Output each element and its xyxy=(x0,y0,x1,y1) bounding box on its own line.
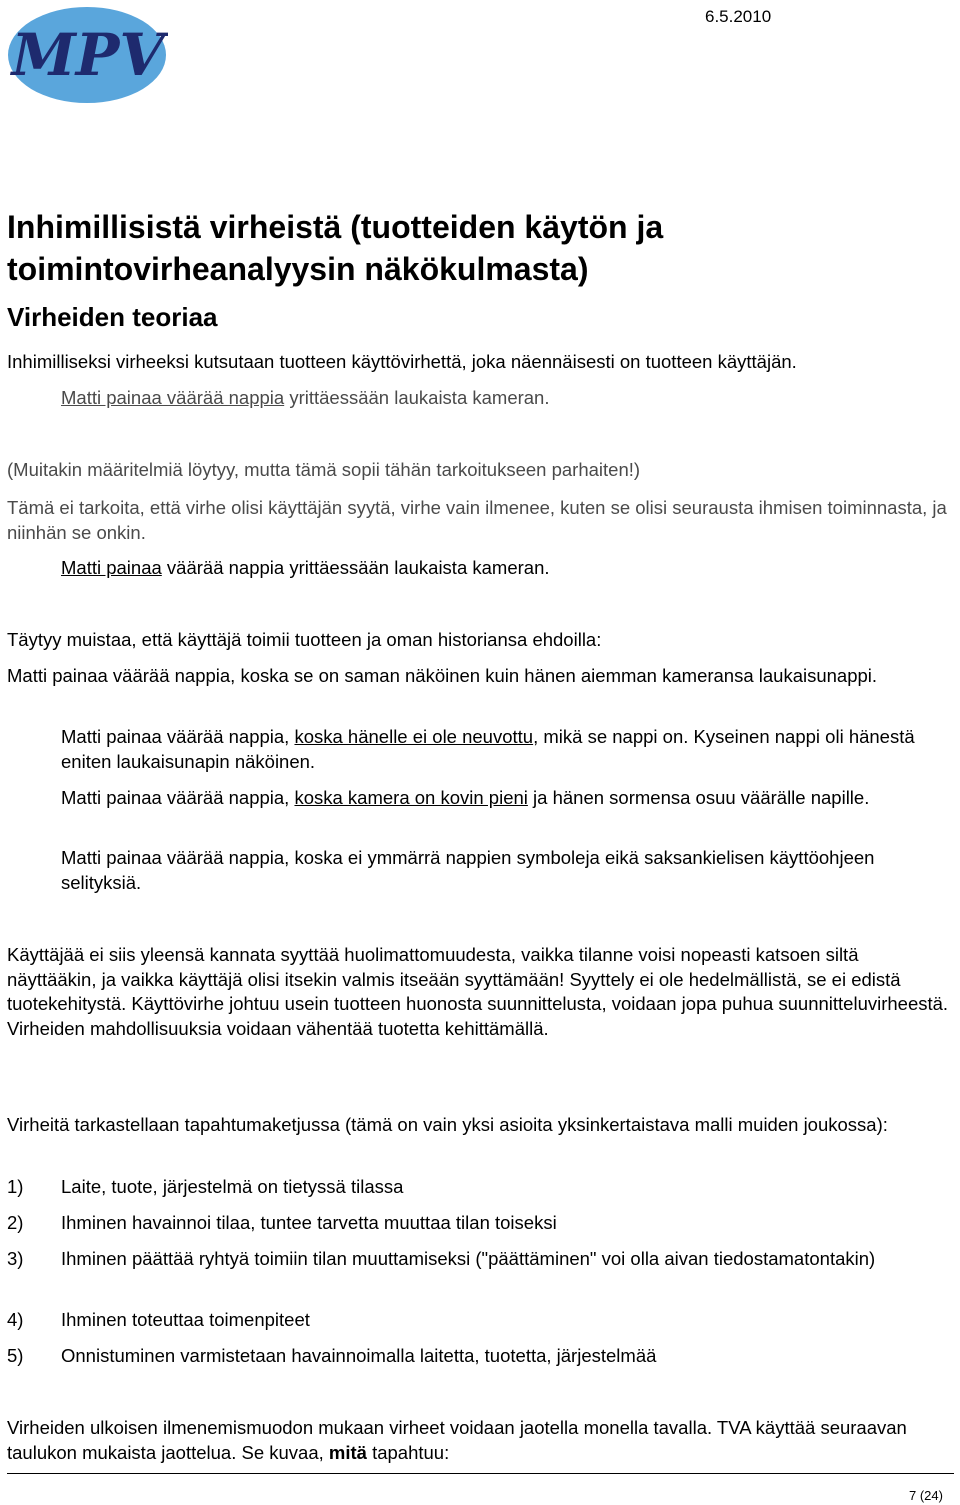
section-heading: Virheiden teoriaa xyxy=(7,302,218,332)
list-item-number: 4) xyxy=(7,1309,24,1330)
list-item: Onnistuminen varmistetaan havainnoimalla laitetta, tuotetta, järjestelmää xyxy=(61,1345,657,1366)
bold-word: mitä xyxy=(328,1441,367,1463)
example-2: Matti painaa väärää nappia yrittäessään laukaista kameran. xyxy=(61,557,550,578)
mpv-logo xyxy=(6,5,168,105)
example-5: Matti painaa väärää nappia, koska ei ymmärrä nappien symboleja eikä saksankielisen käyttöohjeen selityksiä. xyxy=(61,847,875,893)
list-item-number: 2) xyxy=(7,1212,24,1233)
example-1: Matti painaa väärää nappia yrittäessään laukaista kameran. xyxy=(61,387,550,408)
example-2-underlined: Matti painaa xyxy=(61,557,162,578)
list-item: Laite, tuote, järjestelmä on tietyssä tilassa xyxy=(61,1176,404,1197)
example-4-underlined: koska kamera on kovin pieni xyxy=(294,787,528,808)
example-3-underlined: koska hänelle ei ole neuvottu xyxy=(294,726,534,747)
list-item: Ihminen toteuttaa toimenpiteet xyxy=(61,1309,310,1330)
page-title: Inhimillisistä virheistä (tuotteiden käytön ja toimintovirheanalyysin näkökulmasta) xyxy=(7,209,664,287)
example-history: Matti painaa väärää nappia, koska se on saman näköinen kuin hänen aiemman kameransa laukaisunappi. xyxy=(7,665,878,686)
example-3: Matti painaa väärää nappia, koska hänelle ei ole neuvottu, mikä se nappi on. Kyseinen nappi oli hänestä eniten laukaisunapin näköinen. xyxy=(61,726,915,772)
example-4: Matti painaa väärää nappia, koska kamera on kovin pieni ja hänen sormensa osuu väärälle napille. xyxy=(61,787,870,808)
list-item-number: 3) xyxy=(7,1248,24,1269)
logo-text: MPV xyxy=(11,21,165,89)
page-number: 7 (24) xyxy=(909,1488,943,1503)
definition-paragraph: Inhimilliseksi virheeksi kutsutaan tuotteen käyttövirhettä, joka näennäisesti on tuotteen käyttäjän. xyxy=(7,351,797,372)
list-item-number: 5) xyxy=(7,1345,24,1366)
note-paragraph: (Muitakin määritelmiä löytyy, mutta tämä sopii tähän tarkoitukseen parhaiten!) xyxy=(7,459,641,480)
list-item: Ihminen havainnoi tilaa, tuntee tarvetta muuttaa tilan toiseksi xyxy=(61,1212,557,1233)
conclusion-paragraph: Käyttäjää ei siis yleensä kannata syyttää huolimattomuudesta, vaikka tilanne voisi nopeasti katsoen siltä näyttääkin, ja vaikka käyttäjä olisi itsekin valmis itseään syyttämään! Syyttely ei ole hedelmällistä, se ei edistä tuotekehitystä. Käyttövirhe johtuu usein tuotteen huonosta suunnittelusta, voidaan jopa puhua suunnitteluvirheestä. Virheiden mahdollisuuksia voidaan vähentää tuotetta kehittämällä. xyxy=(7,944,949,1039)
example-1-underlined: Matti painaa väärää nappia xyxy=(61,387,285,408)
list-item-number: 1) xyxy=(7,1176,24,1197)
reminder-paragraph: Täytyy muistaa, että käyttäjä toimii tuotteen ja oman historiansa ehdoilla: xyxy=(7,629,602,650)
classification-paragraph: Virheiden ulkoisen ilmenemismuodon mukaan virheet voidaan jaotella monella tavalla. TVA käyttää seuraavan taulukon mukaista jaottelua. Se kuvaa, mitä tapahtuu: xyxy=(7,1417,907,1463)
list-item: Ihminen päättää ryhtyä toimiin tilan muuttamiseksi ("päättäminen" voi olla aivan tiedostamatontakin) xyxy=(61,1248,876,1269)
header-date: 6.5.2010 xyxy=(705,7,772,26)
clarification-paragraph: Tämä ei tarkoita, että virhe olisi käyttäjän syytä, virhe vain ilmenee, kuten se olisi seurausta ihmisen toiminnasta, ja niinhän se onkin. xyxy=(7,497,947,543)
footer-divider xyxy=(7,1473,954,1474)
event-chain-intro: Virheitä tarkastellaan tapahtumaketjussa (tämä on vain yksi asioita yksinkertaistava malli muiden joukossa): xyxy=(7,1114,888,1135)
